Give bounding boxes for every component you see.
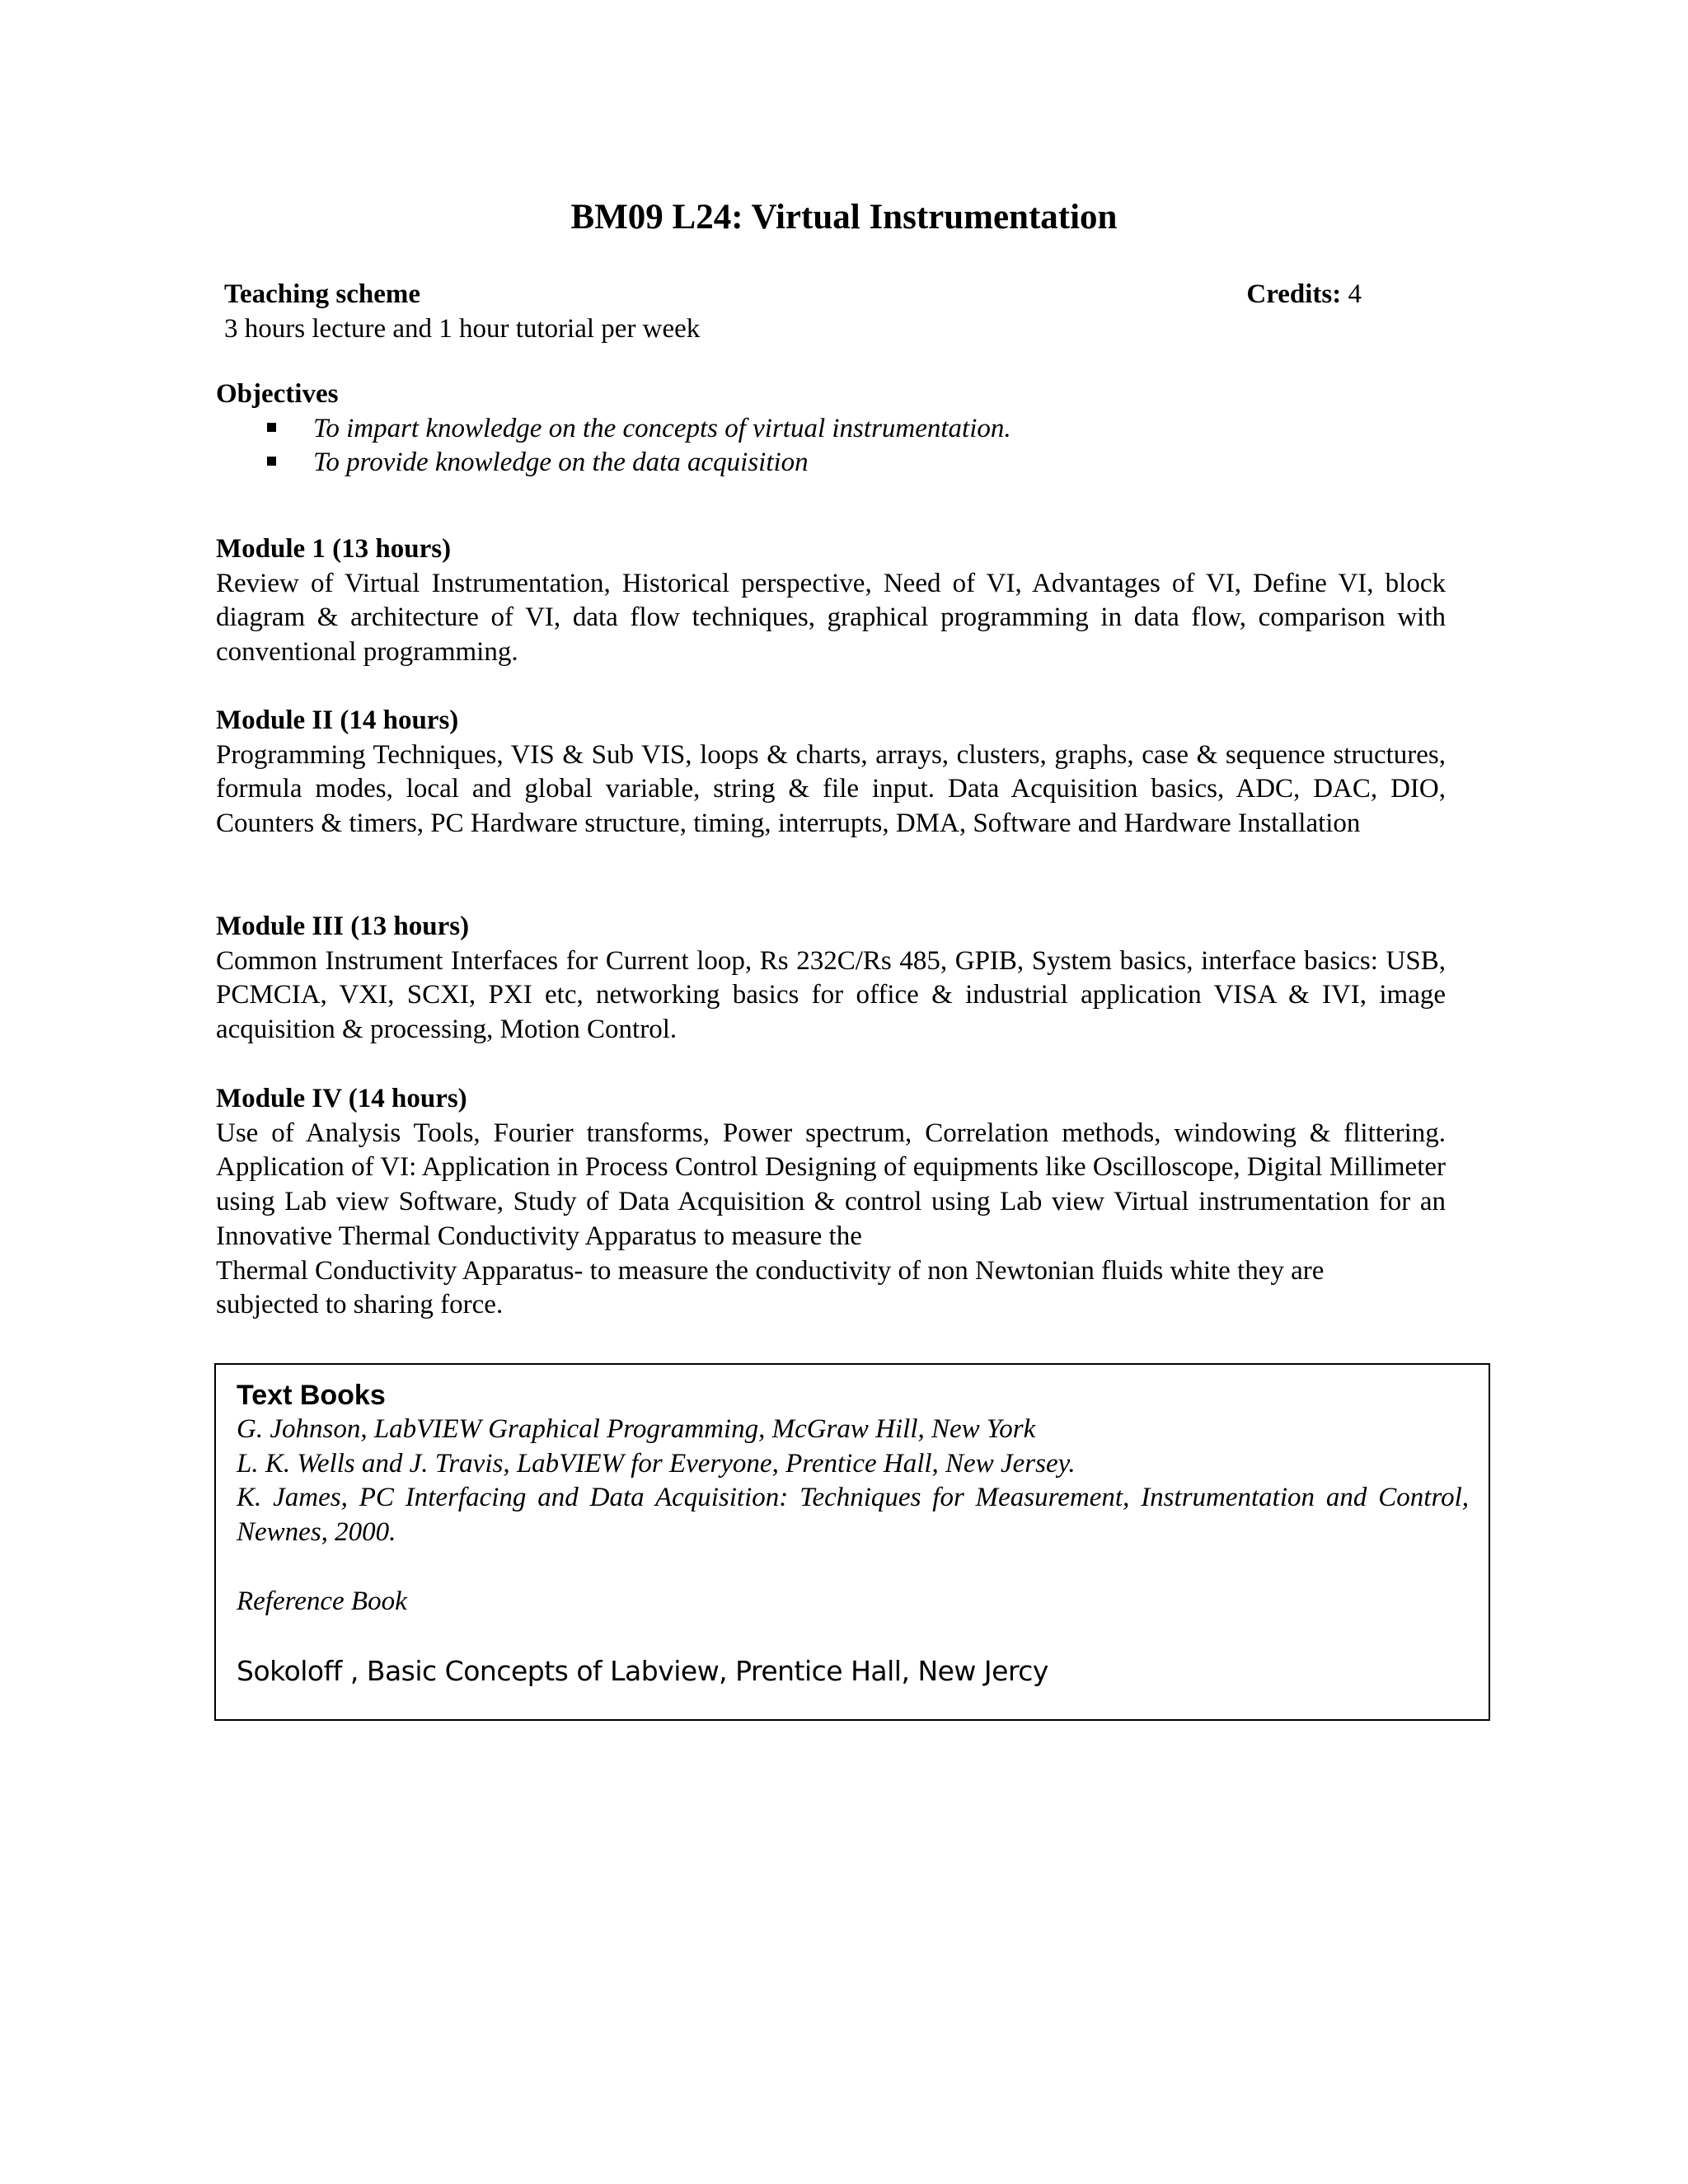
- list-item: G. Johnson, LabVIEW Graphical Programming, McGraw Hill, New York: [237, 1414, 1036, 1444]
- list-item: K. James, PC Interfacing and Data Acquisition: Techniques for Measurement, Instrumentation and Control, Newnes, 2000.: [237, 1483, 1469, 1548]
- text-books-box: [214, 1363, 1490, 1721]
- credits-value: 4: [1348, 279, 1362, 309]
- module-heading: Module III (13 hours): [216, 912, 470, 941]
- module-2-section: [216, 704, 1446, 841]
- list-item: L. K. Wells and J. Travis, LabVIEW for Everyone, Prentice Hall, New Jersey.: [237, 1448, 1076, 1479]
- text-books-heading: Text Books: [237, 1380, 386, 1411]
- list-item: [216, 412, 1446, 447]
- teaching-scheme-detail: 3 hours lecture and 1 hour tutorial per week: [224, 314, 701, 344]
- list-item: [216, 446, 1446, 480]
- module-heading: Module II (14 hours): [216, 705, 459, 735]
- objectives-heading: Objectives: [216, 379, 339, 409]
- reference-book-heading: Reference Book: [237, 1586, 407, 1616]
- page-title: BM09 L24: Virtual Instrumentation: [570, 198, 1118, 237]
- module-1-section: [216, 532, 1446, 670]
- bullet-icon: [267, 423, 276, 432]
- module-4-section: [216, 1082, 1446, 1323]
- credits-label: Credits:: [1246, 279, 1342, 309]
- module-text: Common Instrument Interfaces for Current loop, Rs 232C/Rs 485, GPIB, System basics, interface basics: USB, PCMCIA, VXI, SCXI, PXI etc, networking basics for office & industrial application VISA & IVI, image acquisition & processing, Motion Control.: [216, 945, 1446, 1045]
- module-3-section: [216, 910, 1446, 1047]
- objectives-section: [216, 377, 1446, 480]
- objective-text: To provide knowledge on the data acquisition: [313, 448, 809, 478]
- reference-book: Sokoloff , Basic Concepts of Labview, Prentice Hall, New Jercy: [237, 1654, 1048, 1687]
- module-text: Review of Virtual Instrumentation, Historical perspective, Need of VI, Advantages of VI, Define VI, block diagram & architecture of VI, data flow techniques, graphical programming in data flow, comparison with conventional programming.: [216, 568, 1446, 668]
- bullet-icon: [267, 457, 276, 466]
- credits: [1246, 277, 1362, 312]
- module-text: Thermal Conductivity Apparatus- to measure the conductivity of non Newtonian fluids white they are: [216, 1255, 1325, 1286]
- module-text: Programming Techniques, VIS & Sub VIS, loops & charts, arrays, clusters, graphs, case & sequence structures, formula modes, local and global variable, string & file input. Data Acquisition basics, ADC, DAC, DIO, Counters & timers, PC Hardware structure, timing, interrupts, DMA, Software and Hardware Installation: [216, 739, 1446, 839]
- module-heading: Module 1 (13 hours): [216, 534, 452, 564]
- objectives-list: [216, 412, 1446, 480]
- module-heading: Module IV (14 hours): [216, 1084, 467, 1113]
- objective-text: To impart knowledge on the concepts of virtual instrumentation.: [313, 413, 1011, 443]
- teaching-scheme: [224, 277, 1362, 346]
- module-text: subjected to sharing force.: [216, 1290, 504, 1320]
- module-text: Use of Analysis Tools, Fourier transforms, Power spectrum, Correlation methods, windowing & flittering. Application of VI: Application in Process Control Designing of equipments like Oscilloscope, Digital Millimeter using Lab view Software, Study of Data Acquisition & control using Lab view Virtual instrumentation for an Innovative Thermal Conductivity Apparatus to measure the: [216, 1118, 1446, 1251]
- teaching-scheme-heading: Teaching scheme: [224, 279, 421, 309]
